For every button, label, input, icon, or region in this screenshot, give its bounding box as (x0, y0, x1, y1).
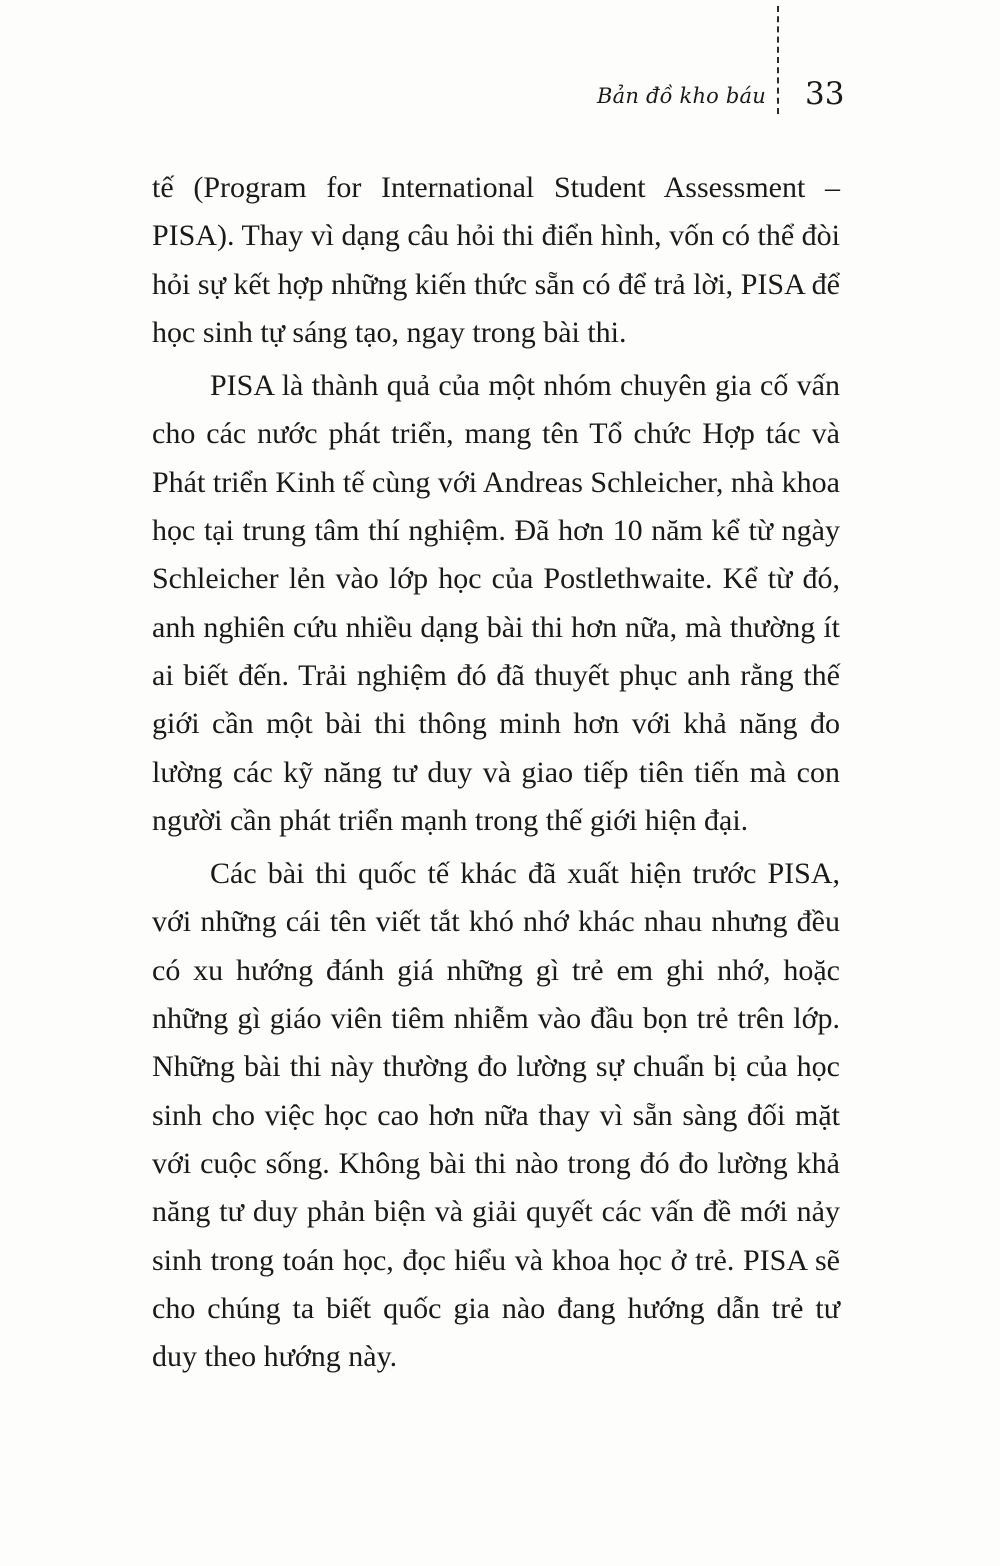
paragraph: PISA là thành quả của một nhóm chuyên gia cố vấn cho các nước phát triển, mang tên Tổ chức Hợp tác và Phát triển Kinh tế cùng với Andreas Schleicher, nhà khoa học tại trung tâm thí nghiệm. Đã hơn 10 năm kể từ ngày Schleicher lẻn vào lớp học của Postlethwaite. Kể từ đó, anh nghiên cứu nhiều dạng bài thi hơn nữa, mà thường ít ai biết đến. Trải nghiệm đó đã thuyết phục anh rằng thế giới cần một bài thi thông minh hơn với khả năng đo lường các kỹ năng tư duy và giao tiếp tiên tiến mà con người cần phát triển mạnh trong thế giới hiện đại. (152, 369, 840, 837)
paragraph: tế (Program for International Student Assessment – PISA). Thay vì dạng câu hỏi thi điển hình, vốn có thể đòi hỏi sự kết hợp những kiến thức sẵn có để trả lời, PISA để học sinh tự sáng tạo, ngay trong bài thi. (152, 171, 840, 349)
paragraph: Các bài thi quốc tế khác đã xuất hiện trước PISA, với những cái tên viết tắt khó nhớ khác nhau nhưng đều có xu hướng đánh giá những gì trẻ em ghi nhớ, hoặc những gì giáo viên tiêm nhiễm vào đầu bọn trẻ trên lớp. Những bài thi này thường đo lường sự chuẩn bị của học sinh cho việc học cao hơn nữa thay vì sẵn sàng đối mặt với cuộc sống. Không bài thi nào trong đó đo lường khả năng tư duy phản biện và giải quyết các vấn đề mới nảy sinh trong toán học, đọc hiểu và khoa học ở trẻ. PISA sẽ cho chúng ta biết quốc gia nào đang hướng dẫn trẻ tư duy theo hướng này. (152, 857, 840, 1374)
page-number: 33 (805, 76, 845, 112)
body-text (152, 164, 840, 1381)
header-divider (777, 6, 779, 114)
running-title: Bản đồ kho báu (597, 84, 766, 108)
